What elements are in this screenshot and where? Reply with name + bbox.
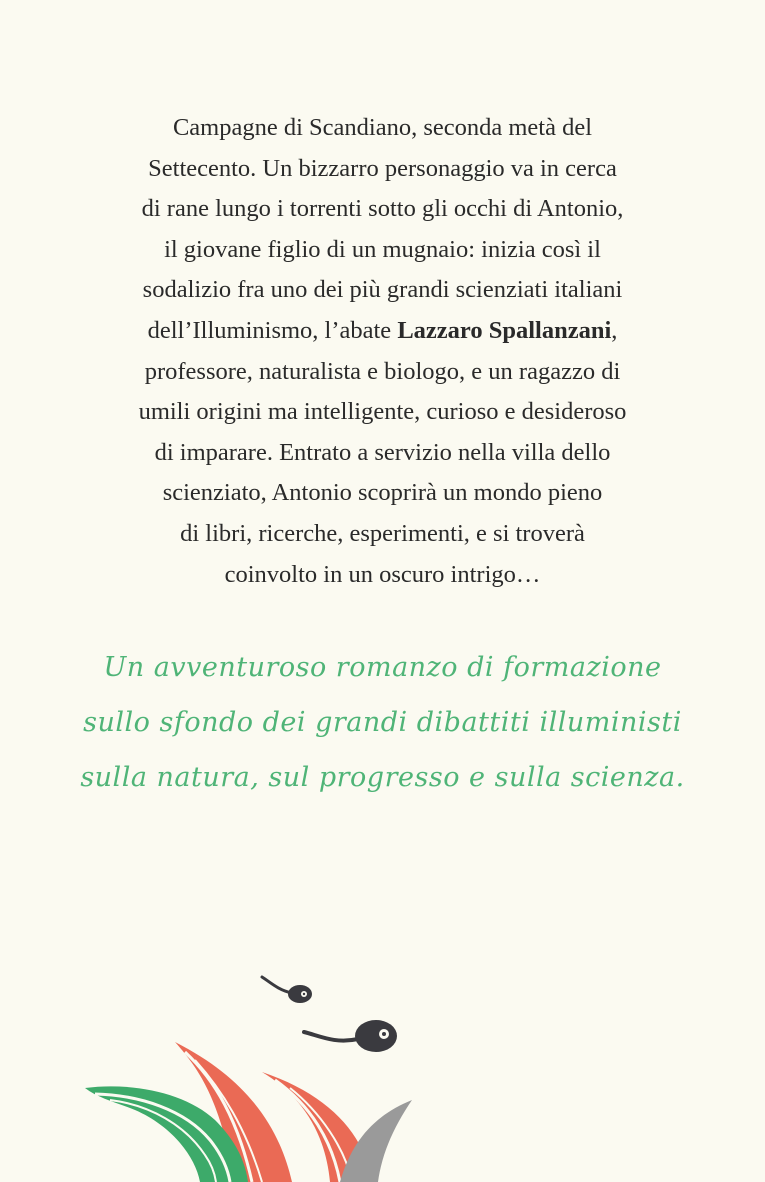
tagline xyxy=(40,640,725,805)
synopsis-line: coinvolto in un oscuro intrigo… xyxy=(224,560,541,588)
synopsis-line: scienziato, Antonio scoprirà un mondo pieno xyxy=(162,479,603,507)
synopsis-text xyxy=(40,108,725,595)
tagline-line: sulla natura, sul progresso e sulla scienza. xyxy=(80,762,685,793)
tagline-line: sullo sfondo dei grandi dibattiti illuministi xyxy=(83,707,682,738)
synopsis-line: di imparare. Entrato a servizio nella villa dello xyxy=(154,438,611,466)
synopsis-line xyxy=(40,311,725,352)
synopsis-line: professore, naturalista e biologo, e un ragazzo di xyxy=(144,357,621,385)
synopsis-line: di rane lungo i torrenti sotto gli occhi di Antonio, xyxy=(141,195,624,223)
synopsis-line: umili origini ma intelligente, curioso e desideroso xyxy=(138,398,627,426)
synopsis-line: di libri, ricerche, esperimenti, e si troverà xyxy=(180,519,585,547)
synopsis-text-segment: , xyxy=(611,316,618,344)
tagline-line: Un avventuroso romanzo di formazione xyxy=(103,652,662,683)
synopsis-line: sodalizio fra uno dei più grandi scienziati italiani xyxy=(142,276,623,304)
tadpole-large-icon xyxy=(304,1020,397,1052)
synopsis-line: Campagne di Scandiano, seconda metà del xyxy=(172,114,593,141)
leaves-and-tadpoles-illustration xyxy=(0,960,765,1182)
author-name: Lazzaro Spallanzani xyxy=(397,316,612,344)
synopsis-line: il giovane figlio di un mugnaio: inizia così il xyxy=(164,235,601,263)
tadpole-small-icon xyxy=(262,977,312,1003)
synopsis-text-segment: dell’Illuminismo, l’abate xyxy=(147,316,398,344)
synopsis-line: Settecento. Un bizzarro personaggio va in cerca xyxy=(148,154,617,182)
